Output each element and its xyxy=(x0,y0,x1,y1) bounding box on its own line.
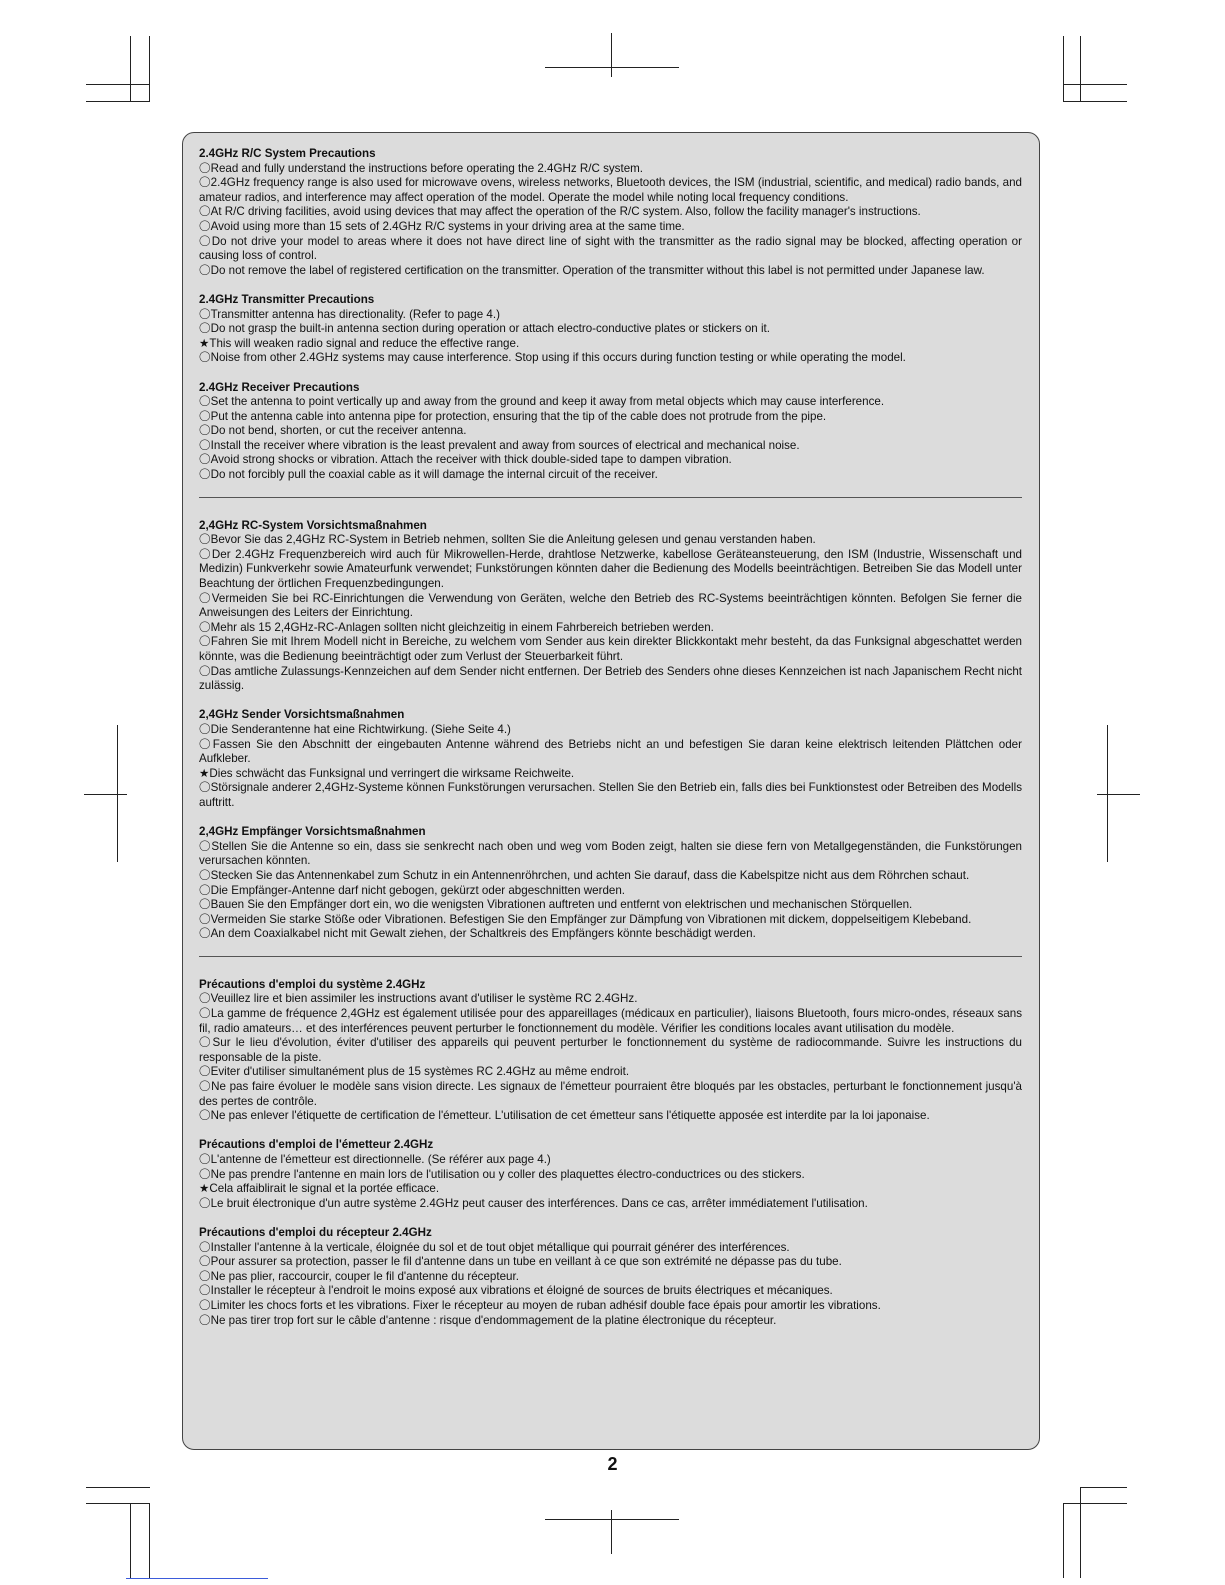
precaution-item: 〇Pour assurer sa protection, passer le fil d'antenne dans un tube en veillant à ce que son extrémité ne dépasse pas du tube. xyxy=(199,1255,842,1269)
crop-mark xyxy=(84,794,127,795)
precaution-item: 〇2.4GHz frequency range is also used for microwave ovens, wireless networks, Bluetooth devices, the ISM (industrial, scientific, and medical) radio bands, and amateur radios, and interference may affect operation of the model. Operate the model while noting local frequency conditions. xyxy=(199,176,1022,204)
precaution-item: 〇Eviter d'utiliser simultanément plus de 15 systèmes RC 2.4GHz au même endroit. xyxy=(199,1065,630,1079)
crop-mark xyxy=(1080,36,1081,102)
precaution-item: 〇La gamme de fréquence 2,4GHz est également utilisée pour des appareillages (médicaux en particulier), liaisons Bluetooth, fours micro-ondes, réseaux sans fil, radio amateurs… et des interférences peuvent perturber le fonctionnement du modèle. Vérifier les conditions locales avant utilisation du modèle. xyxy=(199,1007,1022,1035)
crop-mark xyxy=(545,1519,679,1520)
precaution-section xyxy=(199,147,1022,278)
precaution-item: 〇Vermeiden Sie bei RC-Einrichtungen die Verwendung von Geräten, welche den Betrieb des RC-Systems beeinträchtigen könnten. Befolgen Sie ferner die Anweisungen des Leiters der Einrichtung. xyxy=(199,591,1022,620)
crop-mark xyxy=(1080,1487,1081,1578)
precaution-item: 〇Die Empfänger-Antenne darf nicht gebogen, gekürzt oder abgeschnitten werden. xyxy=(199,883,626,897)
precaution-item: 〇Veuillez lire et bien assimiler les instructions avant d'utiliser le système RC 2.4GHz. xyxy=(199,992,638,1006)
language-divider xyxy=(199,956,1022,957)
precaution-item: 〇Install the receiver where vibration is the least prevalent and away from sources of electrical and mechanical noise. xyxy=(199,438,800,452)
precaution-item: 〇Stellen Sie die Antenne so ein, dass sie senkrecht nach oben und weg vom Boden zeigt, halten sie diese fern von Metallgegenständen, die Funkstörungen verursachen könnten. xyxy=(199,839,1022,868)
crop-mark xyxy=(545,67,679,68)
precaution-item: 〇Der 2.4GHz Frequenzbereich wird auch für Mikrowellen-Herde, drahtlose Netzwerke, kabellose Geräteansteuerung, den ISM (Industrie, Wissenschaft und Medizin) Funkverkehr sowie Amateurfunk verwendet; Funkstörungen könnten daher die Bedienung des Modells beeinträchtigen. Betreiben Sie das Modell unter Beachtung der örtlichen Frequenzbedingungen. xyxy=(199,547,1022,591)
precaution-item: 〇Sur le lieu d'évolution, éviter d'utiliser des appareils qui peuvent perturber le fonctionnement du système de radiocommande. Suivre les instructions du responsable de la piste. xyxy=(199,1036,1022,1064)
crop-mark xyxy=(1063,36,1064,102)
precaution-item: 〇Mehr als 15 2,4GHz-RC-Anlagen sollten nicht gleichzeitig in einem Fahrbereich betrieben werden. xyxy=(199,620,714,634)
precaution-item: 〇Ne pas plier, raccourcir, couper le fil d'antenne du récepteur. xyxy=(199,1269,519,1283)
precaution-item: 〇Avoid using more than 15 sets of 2.4GHz R/C systems in your driving area at the same time. xyxy=(199,219,685,233)
precaution-section xyxy=(199,1226,1022,1328)
section-title: 2.4GHz R/C System Precautions xyxy=(199,147,376,160)
precaution-item: 〇Ne pas faire évoluer le modèle sans vision directe. Les signaux de l'émetteur pourraient être bloqués par les obstacles, perturbant le fonctionnement jusqu'à des pertes de contrôle. xyxy=(199,1080,1022,1108)
precaution-item: 〇Die Senderantenne hat eine Richtwirkung. (Siehe Seite 4.) xyxy=(199,722,511,736)
precaution-section xyxy=(199,1138,1022,1211)
precaution-item: 〇Read and fully understand the instructions before operating the 2.4GHz R/C system. xyxy=(199,161,644,175)
section-gap xyxy=(199,1124,1022,1139)
precaution-item: 〇Limiter les chocs forts et les vibrations. Fixer le récepteur au moyen de ruban adhésif double face épais pour amortir les vibrations. xyxy=(199,1298,881,1312)
precaution-item: 〇Installer l'antenne à la verticale, éloignée du sol et de tout objet métallique qui pourrait générer des interférences. xyxy=(199,1240,790,1254)
crop-mark xyxy=(86,101,150,102)
precaution-item: 〇Ne pas prendre l'antenne en main lors de l'utilisation ou y coller des plaquettes électro-conductrices ou des stickers. xyxy=(199,1167,805,1181)
section-title: Précautions d'emploi du système 2.4GHz xyxy=(199,977,426,991)
section-title: 2.4GHz Receiver Precautions xyxy=(199,380,360,394)
precaution-section xyxy=(199,293,1022,366)
precaution-item: 〇Störsignale anderer 2,4GHz-Systeme können Funkstörungen verursachen. Stellen Sie den Betrieb ein, falls dies bei Funktionstest oder Betreiben des Modells auftritt. xyxy=(199,781,1022,809)
crop-mark xyxy=(1063,1503,1127,1504)
crop-mark xyxy=(149,36,150,102)
precaution-item: 〇Avoid strong shocks or vibration. Attach the receiver with thick double-sided tape to dampen vibration. xyxy=(199,453,732,467)
precaution-item: 〇Do not drive your model to areas where it does not have direct line of sight with the transmitter as the radio signal may be blocked, affecting operation or causing loss of control. xyxy=(199,234,1022,263)
section-title: Précautions d'emploi de l'émetteur 2.4GHz xyxy=(199,1138,434,1152)
precaution-section xyxy=(199,978,1022,1124)
precaution-item: 〇Installer le récepteur à l'endroit le moins exposé aux vibrations et éloigné de sources de bruits électriques et mécaniques. xyxy=(199,1284,833,1298)
crop-mark xyxy=(86,1487,150,1488)
section-title: 2.4GHz Transmitter Precautions xyxy=(199,292,375,306)
precaution-item: 〇Put the antenna cable into antenna pipe for protection, ensuring that the tip of the cable does not protrude from the pipe. xyxy=(199,409,827,423)
precaution-item: 〇L'antenne de l'émetteur est directionnelle. (Se référer aux page 4.) xyxy=(199,1153,551,1166)
crop-mark xyxy=(86,1503,150,1504)
precaution-item: ★Cela affaiblirait le signal et la portée efficace. xyxy=(199,1182,440,1196)
precaution-item: 〇An dem Coaxialkabel nicht mit Gewalt ziehen, der Schaltkreis des Empfängers könnte beschädigt werden. xyxy=(199,927,756,941)
precaution-item: 〇At R/C driving facilities, avoid using devices that may affect the operation of the R/C system. Also, follow the facility manager's instructions. xyxy=(199,205,921,219)
precaution-item: 〇Ne pas enlever l'étiquette de certification de l'émetteur. L'utilisation de cet émetteur sans l'étiquette apposée est interdite par la loi japonaise. xyxy=(199,1109,930,1123)
precaution-item: 〇Vermeiden Sie starke Stöße oder Vibrationen. Befestigen Sie den Empfänger zur Dämpfung von Vibrationen mit dickem, doppelseitigem Klebeband. xyxy=(199,912,972,926)
precaution-item: 〇Noise from other 2.4GHz systems may cause interference. Stop using if this occurs during function testing or while operating the model. xyxy=(199,351,906,365)
crop-mark xyxy=(1097,794,1140,795)
precaution-item: 〇Bauen Sie den Empfänger dort ein, wo die wenigsten Vibrationen auftreten und entfernt von elektrischen und mechanischen Störquellen. xyxy=(199,898,913,912)
precaution-section xyxy=(199,381,1022,483)
footer-underline xyxy=(126,1578,268,1579)
crop-mark xyxy=(149,1503,150,1578)
section-title: 2,4GHz Empfänger Vorsichtsmaßnahmen xyxy=(199,825,426,839)
section-gap xyxy=(199,1211,1022,1226)
crop-mark xyxy=(1063,101,1127,102)
crop-mark xyxy=(86,84,150,85)
precaution-item: 〇Fassen Sie den Abschnitt der eingebauten Antenne während des Betriebs nicht an und befestigen Sie daran keine elektrisch leitenden Plättchen oder Aufkleber. xyxy=(199,737,1022,766)
precaution-item: 〇Stecken Sie das Antennenkabel zum Schutz in ein Antennenröhrchen, und achten Sie darauf, dass die Kabelspitze nicht aus dem Röhrchen schaut. xyxy=(199,868,970,882)
precaution-item: 〇Fahren Sie mit Ihrem Modell nicht in Bereiche, zu welchem vom Sender aus kein direkter Blickkontakt mehr besteht, da das Funksignal abgeschattet werden könnte, was die Bedienung beeinträchtigt oder zum Verlust der Steuerbarkeit führt. xyxy=(199,635,1022,663)
precaution-item: ★This will weaken radio signal and reduce the effective range. xyxy=(199,336,520,350)
precaution-item: 〇Le bruit électronique d'un autre système 2.4GHz peut causer des interférences. Dans ce cas, arrêter immédiatement l'utilisation. xyxy=(199,1196,868,1210)
crop-mark xyxy=(130,1503,131,1578)
crop-mark xyxy=(1080,1487,1127,1488)
precaution-item: 〇Do not bend, shorten, or cut the receiver antenna. xyxy=(199,424,467,438)
section-gap xyxy=(199,366,1022,381)
precaution-section xyxy=(199,519,1022,694)
crop-mark xyxy=(611,1510,612,1554)
precaution-item: 〇Do not grasp the built-in antenna section during operation or attach electro-conductive plates or stickers on it. xyxy=(199,322,770,336)
precaution-item: ★Dies schwächt das Funksignal und verringert die wirksame Reichweite. xyxy=(199,766,575,780)
precaution-section xyxy=(199,825,1022,942)
section-title: Précautions d'emploi du récepteur 2.4GHz xyxy=(199,1225,432,1239)
precaution-item: 〇Ne pas tirer trop fort sur le câble d'antenne : risque d'endommagement de la platine électronique du récepteur. xyxy=(199,1313,777,1327)
precaution-item: 〇Do not forcibly pull the coaxial cable as it will damage the internal circuit of the receiver. xyxy=(199,468,658,482)
precaution-item: 〇Transmitter antenna has directionality. (Refer to page 4.) xyxy=(199,307,500,321)
precaution-item: 〇Set the antenna to point vertically up and away from the ground and keep it away from metal objects which may cause interference. xyxy=(199,395,885,409)
section-gap xyxy=(199,278,1022,293)
crop-mark xyxy=(130,36,131,102)
precaution-item: 〇Do not remove the label of registered certification on the transmitter. Operation of the transmitter without this label is not permitted under Japanese law. xyxy=(199,263,985,277)
crop-mark xyxy=(1063,1503,1064,1578)
precautions-panel xyxy=(182,132,1040,1450)
section-title: 2,4GHz Sender Vorsichtsmaßnahmen xyxy=(199,708,405,722)
precaution-item: 〇Das amtliche Zulassungs-Kennzeichen auf dem Sender nicht entfernen. Der Betrieb des Senders ohne dieses Kennzeichen ist nach Japanischem Recht nicht zulässig. xyxy=(199,664,1022,693)
crop-mark xyxy=(611,33,612,77)
language-divider xyxy=(199,497,1022,498)
precaution-item: 〇Bevor Sie das 2,4GHz RC-System in Betrieb nehmen, sollten Sie die Anleitung gelesen und genau verstanden haben. xyxy=(199,533,816,547)
crop-mark xyxy=(1063,84,1127,85)
section-gap xyxy=(199,811,1022,826)
section-gap xyxy=(199,694,1022,709)
precaution-section xyxy=(199,708,1022,810)
page-number: 2 xyxy=(607,1454,618,1474)
section-title: 2,4GHz RC-System Vorsichtsmaßnahmen xyxy=(199,518,427,532)
